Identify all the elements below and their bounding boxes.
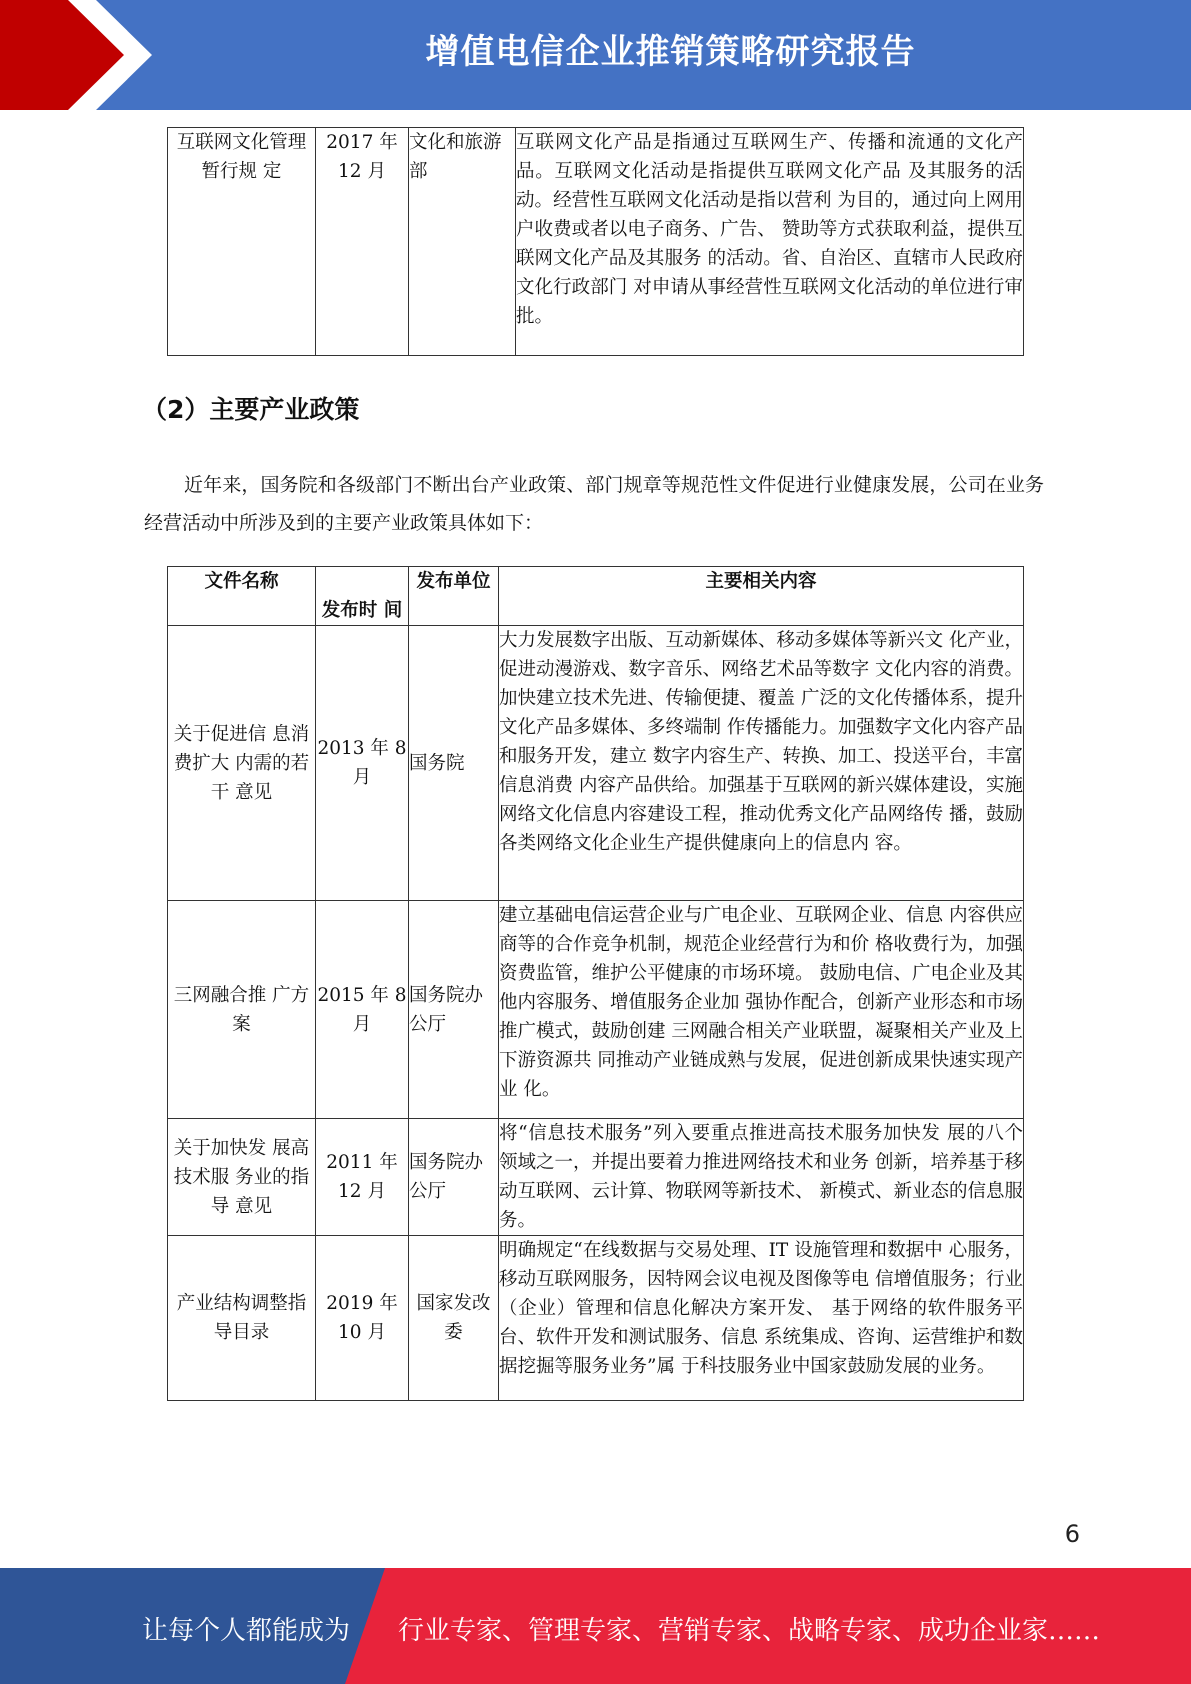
- publish-time-cell: 2017 年 12 月: [316, 128, 409, 356]
- report-title: 增值电信企业推销策略研究报告: [425, 32, 916, 72]
- issuer-cell: 国务院: [409, 626, 499, 901]
- issuer-cell: 国家发改委: [409, 1236, 499, 1401]
- issuer-cell: 文化和旅游部: [409, 128, 516, 356]
- content-cell: 互联网文化产品是指通过互联网生产、传播和流通的文化产品。互联网文化活动是指提供互联网文化产品 及其服务的活动。经营性互联网文化活动是指以营利 为目的，通过向上网用户收费或者以电子商务、广告、 赞助等方式获取利益，提供互联网文化产品及其服务 的活动。省、自治区、直辖市人民政府文化行政部门 对申请从事经营性互联网文化活动的单位进行审批。: [516, 128, 1024, 356]
- header-chevron-graphic: [0, 0, 160, 110]
- footer-slogan-right: 行业专家、管理专家、营销专家、战略专家、成功企业家……: [398, 1616, 1101, 1646]
- document-name-cell: 三网融合推 广方案: [168, 901, 316, 1119]
- section-heading: （2）主要产业政策: [142, 395, 360, 424]
- section-intro-paragraph: 近年来，国务院和各级部门不断出台产业政策、部门规章等规范性文件促进行业健康发展，公司在业务经营活动中所涉及到的主要产业政策具体如下：: [144, 474, 1044, 534]
- publish-time-cell: 2019 年 10 月: [316, 1236, 409, 1401]
- table-header-row: [168, 567, 1024, 626]
- column-header-unit: 发布单位: [409, 567, 499, 626]
- document-name-cell: 关于加快发 展高技术服 务业的指导 意见: [168, 1119, 316, 1236]
- issuer-cell: 国务院办公厅: [409, 1119, 499, 1236]
- document-name-cell: 互联网文化管理暂行规 定: [168, 128, 316, 356]
- issuer-cell: 国务院办公厅: [409, 901, 499, 1119]
- column-header-content: 主要相关内容: [499, 567, 1024, 626]
- page-footer: [0, 1568, 1191, 1684]
- page-number: 6: [1064, 1520, 1080, 1548]
- content-cell: 明确规定“在线数据与交易处理、IT 设施管理和数据中 心服务，移动互联网服务，因特网会议电视及图像等电 信增值服务；行业（企业）管理和信息化解决方案开发、 基于网络的软件服务平台、软件开发和测试服务、信息 系统集成、咨询、运营维护和数据挖掘等服务业务”属 于科技服务业中国家鼓励发展的业务。: [499, 1236, 1024, 1401]
- table-row: [168, 626, 1024, 901]
- page-header: [0, 0, 1191, 110]
- document-name-cell: 关于促进信 息消费扩大 内需的若干 意见: [168, 626, 316, 901]
- column-header-name: 文件名称: [168, 567, 316, 626]
- publish-time-cell: 2015 年 8 月: [316, 901, 409, 1119]
- table-row: [168, 1236, 1024, 1401]
- table-row: [168, 1119, 1024, 1236]
- document-name-cell: 产业结构调整指导目录: [168, 1236, 316, 1401]
- footer-slogan-left: 让每个人都能成为: [142, 1616, 351, 1646]
- content-cell: 大力发展数字出版、互动新媒体、移动多媒体等新兴文 化产业，促进动漫游戏、数字音乐、网络艺术品等数字 文化内容的消费。加快建立技术先进、传输便捷、覆盖 广泛的文化传播体系，提升文化产品多媒体、多终端制 作传播能力。加强数字文化内容产品和服务开发，建立 数字内容生产、转换、加工、投送平台，丰富信息消费 内容产品供给。加强基于互联网的新兴媒体建设，实施 网络文化信息内容建设工程，推动优秀文化产品网络传 播，鼓励各类网络文化企业生产提供健康向上的信息内 容。: [499, 626, 1024, 901]
- regulation-table-continued: [167, 127, 1024, 356]
- column-header-time: 发布时 间: [316, 567, 409, 626]
- table-row: [168, 128, 1024, 356]
- content-cell: 将“信息技术服务”列入要重点推进高技术服务加快发 展的八个领域之一，并提出要着力推进网络技术和业务 创新，培养基于移动互联网、云计算、物联网等新技术、 新模式、新业态的信息服务。: [499, 1119, 1024, 1236]
- table-row: [168, 901, 1024, 1119]
- publish-time-cell: 2011 年 12 月: [316, 1119, 409, 1236]
- content-cell: 建立基础电信运营企业与广电企业、互联网企业、信息 内容供应商等的合作竞争机制，规范企业经营行为和价 格收费行为，加强资费监管，维护公平健康的市场环境。 鼓励电信、广电企业及其他内容服务、增值服务企业加 强协作配合，创新产业形态和市场推广模式，鼓励创建 三网融合相关产业联盟，凝聚相关产业及上下游资源共 同推动产业链成熟与发展，促进创新成果快速实现产业 化。: [499, 901, 1024, 1119]
- publish-time-cell: 2013 年 8 月: [316, 626, 409, 901]
- industry-policy-table: [167, 566, 1024, 1401]
